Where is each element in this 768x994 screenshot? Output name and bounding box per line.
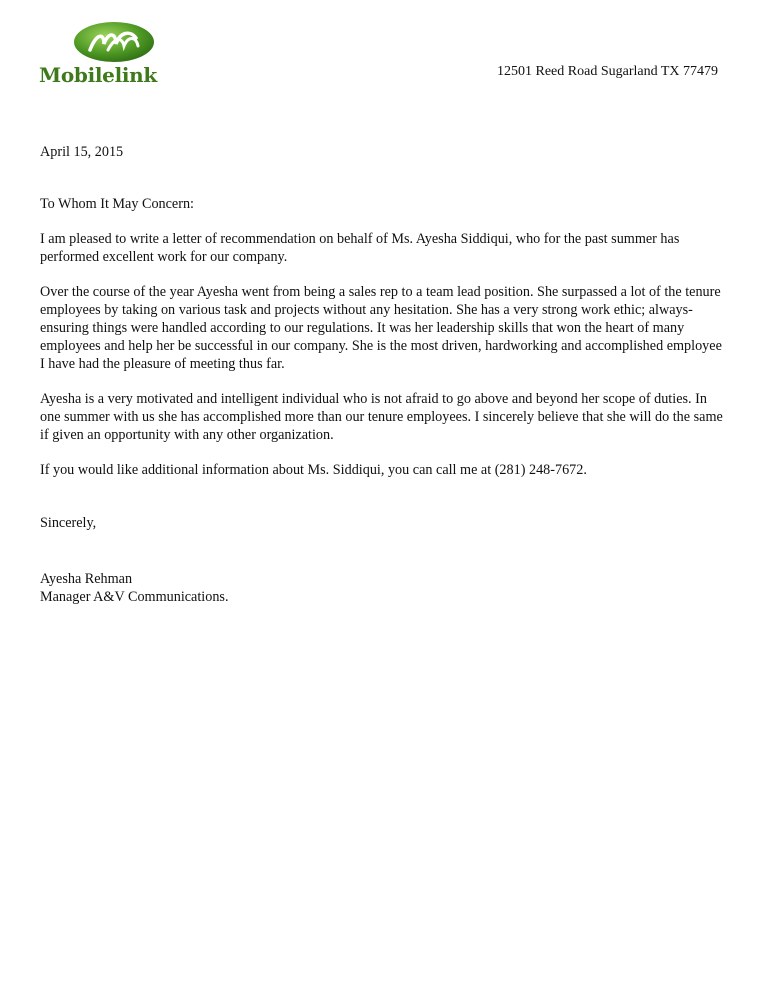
- signer-name: Ayesha Rehman: [40, 571, 133, 587]
- letter-date: April 15, 2015: [40, 144, 124, 160]
- letter-greeting: To Whom It May Concern:: [40, 196, 194, 212]
- letter-body: [40, 143, 730, 606]
- signer-title: Manager A&V Communications.: [40, 589, 229, 605]
- logo-wordmark: Mobilelink: [39, 63, 157, 87]
- paragraph-2: Over the course of the year Ayesha went from being a sales rep to a team lead position. She surpassed a lot of the tenure employees by taking on various task and projects without any hesitation. She has a very strong work ethic; always-ensuring things were handled according to our regulations. It was her leadership skills that won the heart of many employees and help her be successful in our company. She is the most driven, hardworking and accomplished employee I have had the pleasure of meeting thus far.: [40, 284, 722, 372]
- company-logo: [38, 20, 190, 87]
- letter-closing: Sincerely,: [40, 515, 97, 531]
- paragraph-1: I am pleased to write a letter of recommendation on behalf of Ms. Ayesha Siddiqui, who for the past summer has performed excellent work for our company.: [40, 231, 680, 265]
- paragraph-3: Ayesha is a very motivated and intelligent individual who is not afraid to go above and beyond her scope of duties. In one summer with us she has accomplished more than our tenure employees. I sincerely believe that she will do the same if given an opportunity with any other organization.: [40, 391, 723, 443]
- mobilelink-logo-icon: [38, 20, 190, 65]
- paragraph-4: If you would like additional information about Ms. Siddiqui, you can call me at (281) 248-7672.: [40, 462, 587, 478]
- company-address: 12501 Reed Road Sugarland TX 77479: [497, 64, 718, 79]
